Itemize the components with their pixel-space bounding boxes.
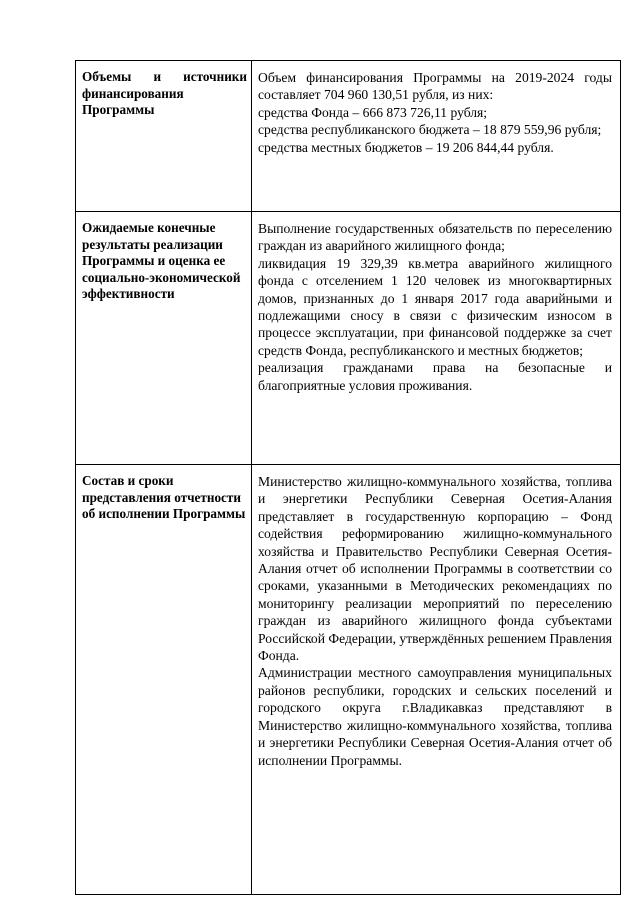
row-label: Объемы и источники финансирования Программы [82, 69, 247, 117]
value-paragraph: ликвидация 19 329,39 кв.метра аварийного жилищного фонда с отселением 1 120 человек из многоквартирных домов, признанных до 1 января 2017 года аварийными и подлежащими сносу в связи с физическим износом в процессе эксплуатации, при финансовой поддержке за счет средств Фонда, республиканского и местных бюджетов; [258, 255, 612, 358]
table-row [76, 61, 621, 212]
value-paragraph: средства местных бюджетов – 19 206 844,44 рубля. [258, 139, 554, 155]
row-value-cell [252, 61, 621, 212]
row-label-cell [76, 61, 252, 212]
row-value-cell [252, 212, 621, 465]
value-paragraph: реализация гражданами права на безопасные и благоприятные условия проживания. [258, 360, 612, 393]
value-paragraph: Объем финансирования Программы на 2019-2024 годы составляет 704 960 130,51 рубля, из них: [258, 70, 612, 103]
row-label-cell [76, 465, 252, 895]
value-paragraph: Выполнение государственных обязательств по переселению граждан из аварийного жилищного фонда; [258, 221, 612, 254]
value-paragraph: Министерство жилищно-коммунального хозяйства, топлива и энергетики Республики Северная Осетия-Алания представляет в государственную корпорацию – Фонд содействия реформированию жилищно-коммунального хозяйства и Правительство Республики Северная Осетия-Алания отчет об исполнении Программы в соответствии со сроками, указанными в Методических рекомендациях по мониторингу реализации мероприятий по переселению граждан из аварийного жилищного фонда субъектами Российской Федерации, утверждённых решением Правления Фонда. [258, 474, 612, 664]
table-row [76, 212, 621, 465]
row-label: Ожидаемые конечные результаты реализации Программы и оценка ее социально-экономической эффективности [82, 220, 241, 301]
table-row [76, 465, 621, 895]
value-paragraph: средства Фонда – 666 873 726,11 рубля; [258, 104, 488, 120]
value-paragraph: Администрации местного самоуправления муниципальных районов республики, городских и сельских поселений и городского округа г.Владикавказ представляют в Министерство жилищно-коммунального хозяйства, топлива и энергетики Республики Северная Осетия-Алания отчет об исполнении Программы. [258, 665, 612, 768]
row-label-cell [76, 212, 252, 465]
value-paragraph: средства республиканского бюджета – 18 879 559,96 рубля; [258, 122, 602, 138]
program-passport-table [75, 60, 621, 895]
row-value-cell [252, 465, 621, 895]
row-label: Состав и сроки представления отчетности об исполнении Программы [82, 473, 246, 521]
